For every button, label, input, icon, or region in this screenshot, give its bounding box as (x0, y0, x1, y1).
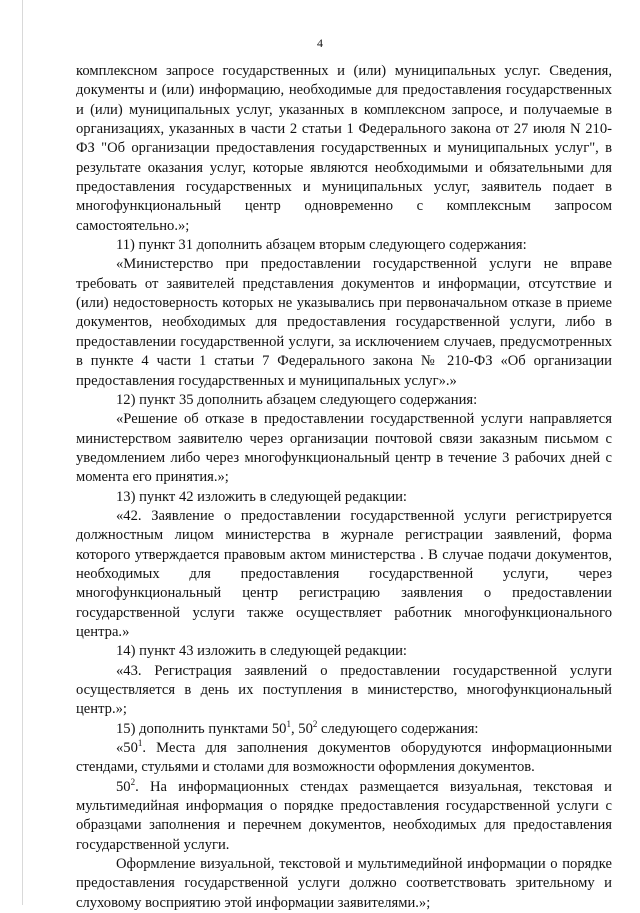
paragraph (76, 720, 612, 739)
paragraph (76, 855, 612, 913)
paragraph (76, 662, 612, 720)
paragraph (76, 488, 612, 507)
paragraph-text: 15) дополнить пунктами 50 (116, 720, 287, 737)
paragraph (76, 739, 612, 778)
paragraph-text: 14) пункт 43 изложить в следующей редакции: (116, 643, 407, 660)
superscript: 1 (137, 738, 143, 749)
paragraph-text: Оформление визуальной, текстовой и мультимедийной информации о порядке предоставления государственной услуги должно соответствовать зрительному и слуховому восприятию этой информации заявителями.»; (76, 856, 612, 911)
superscript: 1 (286, 718, 291, 729)
paragraph (76, 642, 612, 661)
superscript: 2 (130, 776, 136, 787)
paragraph-text: 12) пункт 35 дополнить абзацем следующего содержания: (116, 391, 478, 408)
paragraph-text: «Министерство при предоставлении государственной услуги не вправе требовать от заявителей представления документов и информации, отсутствие и (или) недостоверность которых не указывались при первоначальном отказе в приеме документов, необходимых для предоставления государственной услуги, либо в предоставлении государственной услуги, за исключением случаев, предусмотренных в пункте 4 части 1 статьи 7 Федерального закона № 210-ФЗ «Об организации предоставления государственных и муниципальных услуг».» (76, 256, 612, 389)
paragraph-text: «42. Заявление о предоставлении государственной услуги регистрируется должностным лицом министерства в журнале регистрации заявлений, форма которого утверждается правовым актом министерства . В случае подачи документов, необходимых для предоставления государственной услуги, через многофункциональный центр регистрацию заявления о предоставлении государственной услуги также осуществляет работник многофункционального центра.» (76, 507, 612, 640)
paragraph-text: «Решение об отказе в предоставлении государственной услуги направляется министерством заявителю через организации почтовой связи заказным письмом с уведомлением либо через многофункциональный центр в течение 3 рабочих дней с момента его принятия.»; (76, 411, 612, 486)
scan-edge (22, 0, 23, 905)
paragraph-text: . Места для заполнения документов оборудуются информационными стендами, стульями и столами для возможности оформления документов. (76, 740, 612, 776)
paragraph-text: «43. Регистрация заявлений о предоставлении государственной услуги осуществляется в день их поступления в министерство, многофункциональный центр.»; (76, 662, 612, 718)
paragraph (76, 391, 612, 410)
paragraph (76, 62, 612, 236)
document-body (76, 62, 612, 913)
page-number: 4 (317, 36, 323, 50)
paragraph-text: следующего содержания: (317, 720, 479, 737)
paragraph-text: 50 (116, 778, 131, 795)
paragraph-text: , 50 (290, 720, 313, 737)
paragraph-text: комплексном запросе государственных и (или) муниципальных услуг. Сведения, документы и (или) информацию, необходимые для предоставления государственных и (или) муниципальных услуг, указанных в комплексном запросе, и получаемые в организациях, указанных в части 2 статьи 1 Федерального закона от 27 июля N 210-ФЗ "Об организации предоставления государственных и муниципальных услуг", в результате оказания услуг, которые являются необходимыми и обязательными для предоставления государственных и муниципальных услуг, заявитель подает в многофункциональный центр одновременно с комплексным запросом самостоятельно.»; (76, 63, 612, 234)
paragraph (76, 410, 612, 487)
paragraph (76, 255, 612, 390)
paragraph-text: 11) пункт 31 дополнить абзацем вторым следующего содержания: (116, 237, 527, 254)
paragraph-text: . На информационных стендах размещается визуальная, текстовая и мультимедийная информация о порядке предоставления государственной услуги с образцами заполнения и перечнем документов, необходимых для предоставления государственной услуги. (76, 778, 612, 853)
paragraph-text: 13) пункт 42 изложить в следующей редакции: (116, 488, 407, 505)
superscript: 2 (312, 718, 318, 729)
paragraph (76, 507, 612, 642)
paragraph-text: «50 (116, 740, 138, 757)
paragraph (76, 778, 612, 855)
paragraph (76, 236, 612, 255)
